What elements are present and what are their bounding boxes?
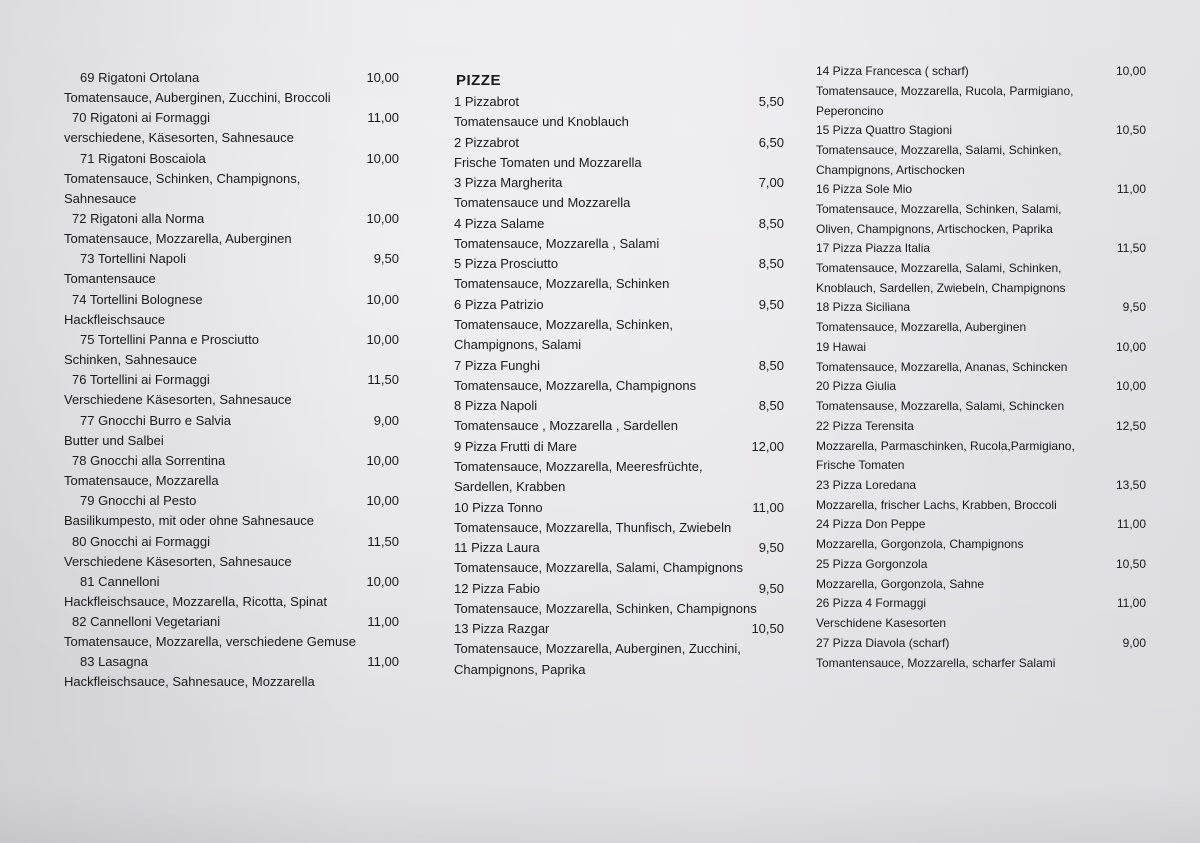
menu-item-description: Mozzarella, Parmaschinken, Rucola,Parmigiano,: [816, 438, 1075, 453]
menu-item-name: 13 Pizza Razgar: [454, 621, 550, 636]
menu-item-header: [60, 652, 405, 672]
menu-item-name: 79 Gnocchi al Pesto: [80, 493, 197, 509]
menu-item-header: [450, 396, 790, 416]
menu-item-description: Tomatensauce, Mozzarella, Thunfisch, Zwiebeln: [454, 519, 732, 535]
menu-item-header: [812, 121, 1152, 141]
menu-item: [60, 652, 405, 692]
section-title: PIZZE: [456, 72, 502, 89]
menu-column-pizze-continued: [812, 62, 1152, 673]
menu-item-description: Hackfleischsauce, Mozzarella, Ricotta, Spinat: [64, 593, 328, 609]
menu-item: [60, 370, 405, 410]
menu-item-description: Tomatensauce und Knoblauch: [454, 114, 629, 129]
menu-item-name: 14 Pizza Francesca ( scharf): [816, 64, 969, 78]
menu-item-name: 80 Gnocchi ai Formaggi: [72, 533, 211, 549]
menu-item-description: Tomatensauce, Schinken, Champignons,: [64, 170, 301, 186]
menu-item-name: 77 Gnocchi Burro e Salvia: [80, 412, 232, 428]
menu-item-name: 26 Pizza 4 Formaggi: [816, 596, 927, 610]
menu-item-name: 69 Rigatoni Ortolana: [80, 70, 200, 85]
menu-item-description: Tomatensauce, Mozzarella, Auberginen: [816, 320, 1027, 334]
menu-item: [450, 133, 790, 174]
menu-item-price: 10,00: [366, 573, 399, 589]
menu-item-header: [450, 214, 790, 234]
menu-item-description: Sahnesauce: [64, 190, 137, 206]
menu-item-description: verschiedene, Käsesorten, Sahnesauce: [64, 130, 294, 146]
menu-item-price: 5,50: [758, 94, 784, 109]
menu-item-price: 10,00: [366, 211, 399, 227]
menu-item-price: 12,50: [1115, 418, 1146, 433]
menu-item: [60, 249, 405, 289]
menu-item-price: 11,00: [752, 499, 784, 515]
menu-item-header: [812, 594, 1152, 614]
menu-item-description: Oliven, Champignons, Artischocken, Paprika: [816, 221, 1053, 236]
menu-item-header: [60, 451, 405, 471]
menu-item-header: [60, 491, 405, 511]
menu-item-price: 7,00: [758, 175, 784, 190]
menu-item-description: Knoblauch, Sardellen, Zwiebeln, Champignons: [816, 280, 1066, 295]
menu-item-description: Tomatensauce, Mozzarella, Salami, Champignons: [454, 560, 744, 575]
menu-item-price: 11,00: [367, 110, 399, 126]
menu-item-price: 9,00: [1122, 635, 1146, 650]
menu-item-header: [60, 370, 405, 390]
menu-item-price: 10,50: [1115, 556, 1146, 571]
menu-item-description: Verschiedene Käsesorten, Sahnesauce: [64, 553, 292, 569]
menu-item-header: [450, 133, 790, 153]
menu-item-name: 76 Tortellini ai Formaggi: [72, 372, 210, 388]
menu-item-price: 9,50: [758, 296, 784, 312]
menu-item: [60, 149, 405, 210]
menu-item-description: Tomatensauce, Mozzarella, Auberginen, Zucchini,: [454, 641, 741, 656]
menu-item-description: Sardellen, Krabben: [454, 479, 566, 494]
menu-item-header: [450, 356, 790, 376]
menu-item-description: Verschidene Kasesorten: [816, 616, 947, 630]
menu-item-header: [60, 290, 405, 310]
menu-item-header: [812, 377, 1152, 397]
menu-item-name: 82 Cannelloni Vegetariani: [72, 614, 221, 630]
menu-item-header: [450, 295, 790, 315]
menu-item-description: Tomatensauce, Mozzarella, Schinken: [454, 276, 670, 291]
menu-item: [60, 572, 405, 612]
menu-item-header: [60, 411, 405, 431]
menu-item: [450, 437, 790, 498]
menu-item-name: 27 Pizza Diavola (scharf): [816, 635, 950, 650]
menu-item-description: Tomatensauce, Auberginen, Zucchini, Broccoli: [64, 90, 331, 105]
menu-item-price: 10,00: [366, 493, 399, 509]
menu-item-name: 9 Pizza Frutti di Mare: [454, 438, 577, 454]
menu-item-name: 74 Tortellini Bolognese: [72, 291, 203, 307]
menu-item-description: Schinken, Sahnesauce: [64, 352, 197, 368]
menu-item: [450, 356, 790, 397]
menu-item-description: Tomatensauce, Mozzarella, Salami, Schinken,: [816, 261, 1062, 275]
menu-item-name: 78 Gnocchi alla Sorrentina: [72, 452, 226, 468]
menu-item-name: 11 Pizza Laura: [454, 540, 540, 555]
menu-item: [450, 92, 790, 133]
menu-item-header: [60, 209, 405, 229]
menu-item-description: Mozzarella, frischer Lachs, Krabben, Broccoli: [816, 497, 1057, 512]
menu-item-header: [812, 180, 1152, 200]
menu-item: [450, 538, 790, 579]
menu-item: [812, 338, 1152, 378]
menu-item-header: [450, 437, 790, 457]
menu-item-description: Butter und Salbei: [64, 432, 164, 448]
menu-item-description: Tomantensauce, Mozzarella, scharfer Salami: [816, 655, 1056, 670]
menu-item-list: [60, 68, 405, 693]
menu-item-name: 83 Lasagna: [80, 654, 148, 670]
menu-column-pizze: [450, 70, 790, 680]
menu-item-price: 13,50: [1115, 477, 1146, 492]
menu-item-name: 75 Tortellini Panna e Prosciutto: [80, 332, 259, 348]
menu-item: [60, 411, 405, 451]
menu-item-header: [450, 92, 790, 112]
menu-item-price: 11,00: [367, 654, 399, 670]
menu-item: [812, 62, 1152, 121]
menu-item-price: 8,50: [758, 256, 784, 271]
menu-item-description: Tomatensauce, Mozzarella, Rucola, Parmigiano,: [816, 84, 1074, 98]
menu-item-price: 12,00: [751, 438, 784, 454]
menu-item-description: Tomatensauce, Mozzarella, Salami, Schinken,: [816, 143, 1062, 157]
menu-item-name: 5 Pizza Prosciutto: [454, 256, 559, 271]
menu-item-price: 9,50: [758, 540, 784, 555]
menu-item-price: 10,00: [366, 150, 399, 166]
menu-item: [60, 290, 405, 330]
menu-item-header: [812, 634, 1152, 654]
menu-item-name: 2 Pizzabrot: [454, 134, 520, 150]
paper-shadow: [0, 783, 1200, 843]
menu-item: [812, 180, 1152, 239]
menu-item-price: 11,50: [1116, 241, 1146, 255]
menu-item-price: 10,00: [366, 332, 399, 348]
menu-item-description: Mozzarella, Gorgonzola, Sahne: [816, 576, 985, 591]
menu-column-pasta: [60, 68, 405, 693]
menu-item-price: 10,00: [366, 452, 399, 468]
menu-item: [60, 209, 405, 249]
menu-item-name: 12 Pizza Fabio: [454, 580, 540, 596]
menu-item-header: [450, 173, 790, 193]
menu-item-header: [60, 572, 405, 592]
menu-item-price: 10,00: [1115, 339, 1146, 354]
menu-item-header: [812, 338, 1152, 358]
menu-item-name: 20 Pizza Giulia: [816, 379, 897, 393]
menu-item-name: 23 Pizza Loredana: [816, 477, 917, 492]
menu-item-header: [812, 417, 1152, 437]
menu-item-name: 1 Pizzabrot: [454, 94, 520, 109]
menu-item-price: 10,50: [1115, 123, 1146, 137]
menu-item: [450, 619, 790, 680]
menu-item-description: Tomatensauce, Mozzarella, Auberginen: [64, 231, 292, 247]
menu-item-description: Tomantensauce: [64, 271, 156, 287]
menu-item: [450, 579, 790, 620]
menu-item-description: Champignons, Paprika: [454, 661, 586, 677]
menu-item: [812, 555, 1152, 595]
menu-item-description: Tomatensauce, Mozzarella , Salami: [454, 235, 660, 251]
menu-item-list: [450, 92, 790, 680]
menu-item: [450, 295, 790, 356]
menu-item-price: 6,50: [758, 134, 784, 150]
menu-item-header: [60, 612, 405, 632]
menu-item-name: 16 Pizza Sole Mio: [816, 182, 913, 196]
menu-item-name: 24 Pizza Don Peppe: [816, 517, 926, 531]
menu-item: [450, 254, 790, 295]
menu-item-price: 10,00: [366, 291, 399, 307]
menu-item: [450, 214, 790, 255]
menu-item-name: 70 Rigatoni ai Formaggi: [72, 110, 211, 126]
menu-item-price: 10,00: [1115, 379, 1146, 393]
menu-item-header: [812, 476, 1152, 496]
menu-item: [60, 491, 405, 531]
menu-item: [812, 594, 1152, 634]
menu-item-header: [60, 532, 405, 552]
menu-item-description: Tomatensauce, Mozzarella, Schinken, Salami,: [816, 202, 1062, 216]
menu-item: [60, 451, 405, 491]
menu-item-price: 11,00: [1116, 182, 1146, 196]
menu-item-price: 10,50: [751, 621, 784, 636]
menu-item-header: [60, 249, 405, 269]
menu-item-description: Tomatensauce, Mozzarella, Meeresfrüchte,: [454, 458, 703, 474]
menu-item-name: 73 Tortellini Napoli: [80, 251, 186, 267]
menu-item-header: [450, 498, 790, 518]
menu-item: [60, 532, 405, 572]
menu-item: [812, 515, 1152, 555]
menu-item-header: [812, 555, 1152, 575]
menu-item-header: [450, 619, 790, 639]
menu-item-price: 11,50: [367, 533, 399, 549]
menu-item-header: [812, 298, 1152, 318]
menu-item-price: 8,50: [758, 398, 784, 413]
menu-item-name: 81 Cannelloni: [80, 573, 160, 589]
menu-item: [60, 330, 405, 370]
menu-item-header: [450, 538, 790, 558]
menu-item-name: 10 Pizza Tonno: [454, 499, 543, 515]
menu-item-description: Verschiedene Käsesorten, Sahnesauce: [64, 392, 292, 408]
menu-item-description: Tomatensause, Mozzarella, Salami, Schincken: [816, 399, 1065, 413]
menu-item-description: Champignons, Artischocken: [816, 162, 965, 177]
menu-item-price: 9,50: [373, 251, 399, 267]
menu-item-header: [60, 108, 405, 128]
menu-item-header: [812, 239, 1152, 259]
menu-item: [60, 612, 405, 652]
menu-item: [60, 68, 405, 108]
menu-item-name: 18 Pizza Siciliana: [816, 300, 911, 314]
menu-item: [812, 476, 1152, 516]
menu-item-description: Tomatensauce, Mozzarella, Champignons: [454, 377, 697, 393]
menu-item: [450, 396, 790, 437]
menu-item-header: [450, 579, 790, 599]
menu-item-price: 11,00: [1116, 517, 1146, 531]
menu-item-header: [450, 254, 790, 274]
menu-item: [812, 298, 1152, 338]
menu-item-name: 15 Pizza Quattro Stagioni: [816, 123, 953, 137]
menu-item-description: Tomatensauce, Mozzarella, Schinken, Champignons: [454, 600, 757, 616]
menu-item: [812, 417, 1152, 476]
menu-item-name: 25 Pizza Gorgonzola: [816, 556, 928, 571]
menu-item-name: 19 Hawai: [816, 339, 867, 354]
menu-item-description: Champignons, Salami: [454, 337, 582, 352]
menu-item-description: Tomatensauce, Mozzarella, Schinken,: [454, 316, 673, 332]
menu-item-name: 3 Pizza Margherita: [454, 175, 563, 190]
menu-item-list: [812, 62, 1152, 673]
menu-item-name: 17 Pizza Piazza Italia: [816, 241, 931, 255]
menu-item-name: 7 Pizza Funghi: [454, 357, 540, 373]
menu-item-description: Tomatensauce, Mozzarella: [64, 472, 219, 488]
menu-item-header: [60, 330, 405, 350]
menu-item-price: 11,00: [367, 614, 399, 630]
menu-item: [450, 498, 790, 539]
menu-item-name: 8 Pizza Napoli: [454, 398, 538, 413]
menu-item-header: [60, 68, 405, 88]
menu-item-header: [60, 149, 405, 169]
menu-item-description: Tomatensauce , Mozzarella , Sardellen: [454, 418, 679, 433]
menu-item-name: 22 Pizza Terensita: [816, 418, 914, 433]
menu-item-price: 11,00: [1116, 596, 1146, 610]
menu-item: [812, 634, 1152, 674]
menu-item-description: Frische Tomaten: [816, 458, 905, 472]
menu-item-description: Basilikumpesto, mit oder ohne Sahnesauce: [64, 513, 315, 529]
menu-item-price: 8,50: [758, 357, 784, 373]
menu-item-description: Tomatensauce, Mozzarella, verschiedene Gemuse: [64, 634, 356, 650]
menu-item-price: 8,50: [758, 215, 784, 231]
menu-item-name: 71 Rigatoni Boscaiola: [80, 150, 206, 166]
menu-item-price: 9,50: [758, 580, 784, 596]
menu-item-price: 10,00: [366, 70, 399, 85]
menu-item-description: Hackfleischsauce, Sahnesauce, Mozzarella: [64, 674, 315, 690]
menu-item-name: 6 Pizza Patrizio: [454, 296, 544, 312]
menu-item-description: Frische Tomaten und Mozzarella: [454, 154, 642, 170]
menu-item: [812, 377, 1152, 417]
menu-item-price: 9,50: [1122, 300, 1146, 314]
menu-item: [60, 108, 405, 148]
menu-item-name: 4 Pizza Salame: [454, 215, 545, 231]
menu-item-description: Tomatensauce und Mozzarella: [454, 195, 631, 210]
menu-item-price: 11,50: [367, 372, 399, 388]
menu-item-header: [812, 62, 1152, 82]
menu-item-price: 10,00: [1115, 64, 1146, 78]
menu-item-price: 9,00: [373, 412, 399, 428]
menu-item: [450, 173, 790, 214]
menu-item: [812, 239, 1152, 298]
menu-item-name: 72 Rigatoni alla Norma: [72, 211, 205, 227]
menu-item-description: Peperoncino: [816, 103, 884, 118]
menu-item-description: Tomatensauce, Mozzarella, Ananas, Schincken: [816, 359, 1068, 374]
menu-item-description: Mozzarella, Gorgonzola, Champignons: [816, 537, 1024, 551]
menu-item-header: [812, 515, 1152, 535]
menu-item-description: Hackfleischsauce: [64, 311, 166, 327]
menu-item: [812, 121, 1152, 180]
